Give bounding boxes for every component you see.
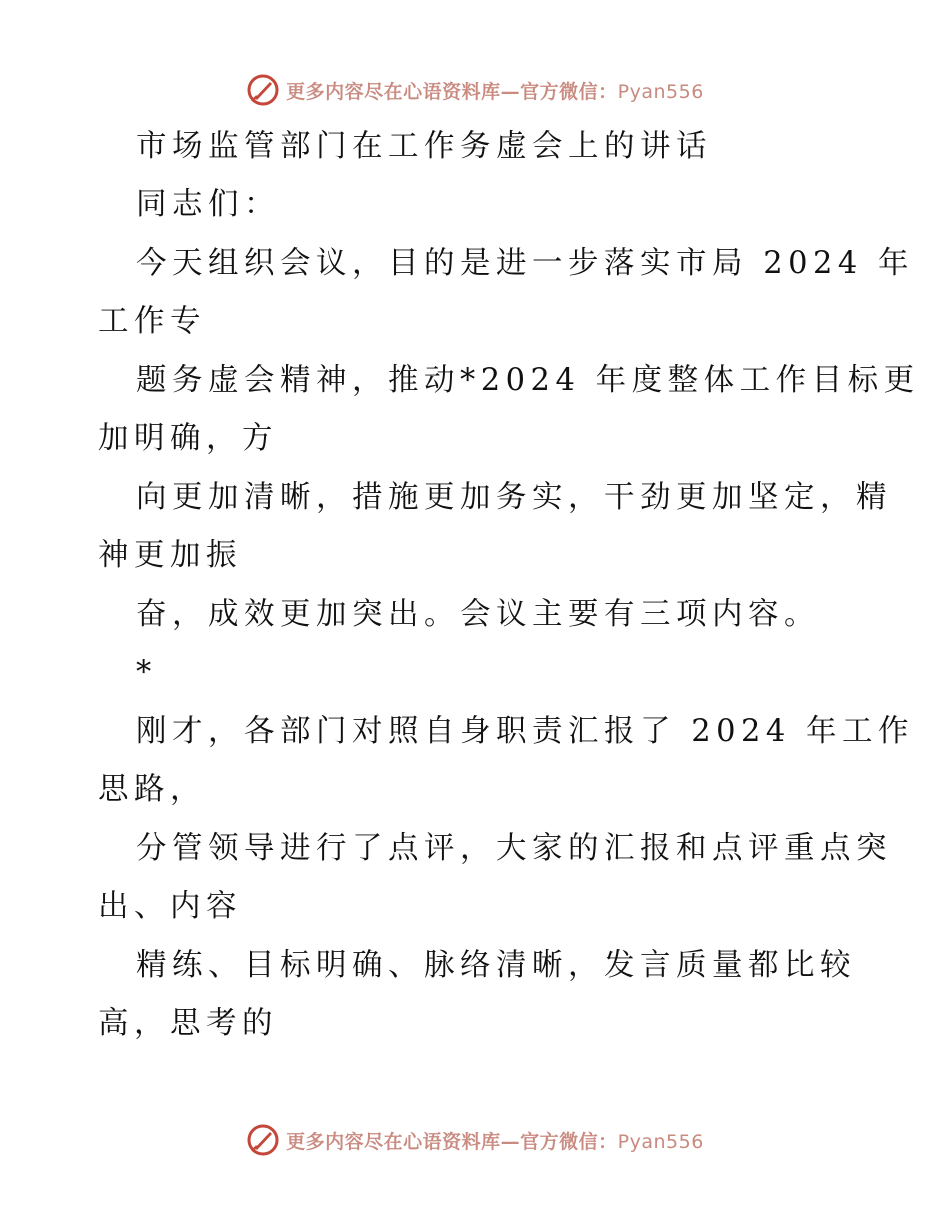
section-marker: * <box>136 655 157 690</box>
paragraph-line: 出、内容 <box>98 889 242 924</box>
salutation: 同志们： <box>136 187 280 222</box>
watermark-wechat-id: Pyan556 <box>617 1130 704 1153</box>
watermark-wechat-id: Pyan556 <box>617 80 704 103</box>
paragraph-line: 向更加清晰，措施更加务实，干劲更加坚定，精 <box>136 480 892 515</box>
paragraph-line: 分管领导进行了点评，大家的汇报和点评重点突 <box>136 831 892 866</box>
paragraph-line: 加明确，方 <box>98 421 278 456</box>
paragraph-line: 思路， <box>98 772 206 807</box>
watermark-text: 更多内容尽在心语资料库—官方微信：Pyan556 <box>286 1130 704 1153</box>
paragraph-line: 神更加振 <box>98 538 242 573</box>
footer-watermark <box>0 1120 950 1160</box>
feather-pen-logo-icon <box>246 1123 280 1157</box>
header-watermark <box>0 70 950 110</box>
paragraph-line: 工作专 <box>98 304 206 339</box>
paragraph-line: 题务虚会精神，推动*2024 年度整体工作目标更 <box>136 363 920 398</box>
paragraph-line: 今天组织会议，目的是进一步落实市局 2024 年 <box>136 246 915 281</box>
watermark-text: 更多内容尽在心语资料库—官方微信：Pyan556 <box>286 80 704 103</box>
paragraph-line: 精练、目标明确、脉络清晰，发言质量都比较 <box>136 948 856 983</box>
paragraph-line: 奋，成效更加突出。会议主要有三项内容。 <box>136 597 820 632</box>
document-title: 市场监管部门在工作务虚会上的讲话 <box>136 129 712 164</box>
paragraph-line: 刚才，各部门对照自身职责汇报了 2024 年工作 <box>136 714 915 749</box>
paragraph-line: 高，思考的 <box>98 1006 278 1041</box>
feather-pen-logo-icon <box>246 73 280 107</box>
